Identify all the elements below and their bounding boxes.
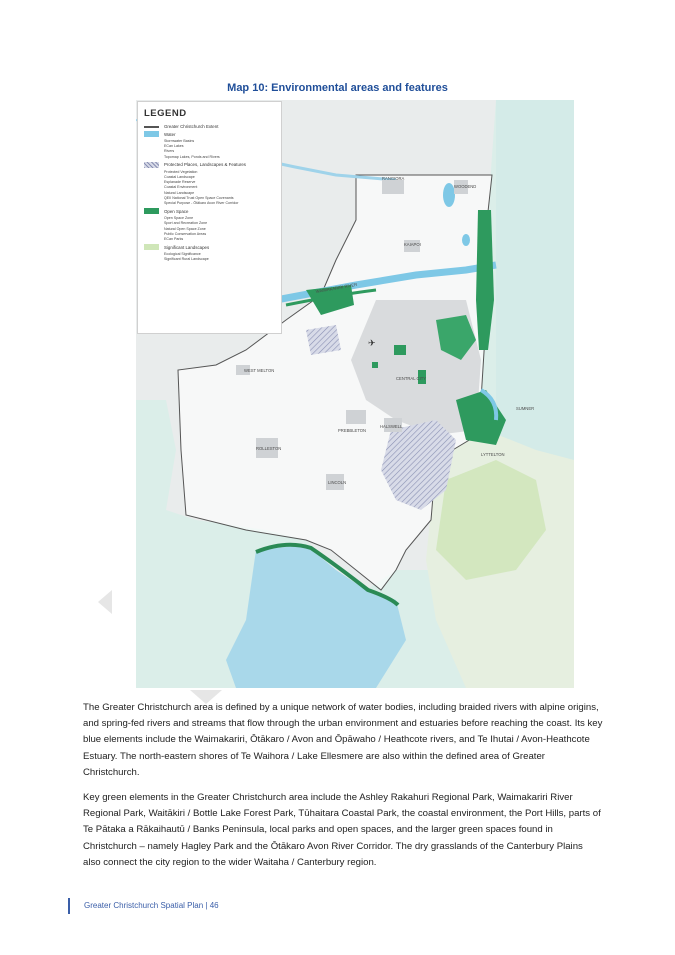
place-lincoln: LINCOLN: [328, 480, 347, 485]
legend-item: Stormwater Basins: [164, 139, 195, 143]
legend-group-label: Protected Places, Landscapes & Features: [164, 162, 247, 168]
place-halswell: HALSWELL: [380, 424, 403, 429]
legend-item: Esplanade Reserve: [164, 180, 196, 185]
legend-item: Protected Vegetation: [164, 169, 198, 174]
legend-group-label: Water: [164, 131, 176, 137]
extent-line-swatch: [144, 126, 159, 128]
legend-group: [144, 244, 275, 250]
legend-extent: [144, 124, 275, 129]
legend-item: ECan Parks: [164, 237, 184, 242]
map-title: Map 10: Environmental areas and features: [227, 82, 448, 94]
paragraph-green-elements: Key green elements in the Greater Christchurch area include the Ashley Rakahuri Regional Park, Waimakariri River Regional Park, Waitākiri / Bottle Lake Forest Park, Tūhaitara Coastal Park, the coastal environment, the Port Hills, parts of Te Pātaka a Rākaihautū / Banks Peninsula, local parks and open spaces, and the larger green spaces found in Christchurch – namely Hagley Park and the Ōtākaro Avon River Corridor. The dry grasslands of the Canterbury Plains also connect the city region to the wider Waitaha / Canterbury region.: [83, 792, 601, 868]
place-prebbleton: PREBBLETON: [338, 428, 367, 433]
legend-group-label: Significant Landscapes: [164, 244, 210, 250]
place-rolleston: ROLLESTON: [256, 446, 282, 451]
legend-item: Natural Landscape: [164, 190, 195, 195]
legend-swatch: [144, 208, 159, 214]
page-footer: Greater Christchurch Spatial Plan | 46: [68, 898, 219, 914]
decorative-arrow-down: [190, 690, 222, 704]
legend-item: Sport and Recreation Zone: [164, 221, 208, 226]
place-kaiapoi: KAIAPOI: [404, 242, 421, 247]
legend-item: Coastal Environment: [164, 185, 198, 190]
place-rangiora: RANGIORA: [382, 176, 405, 181]
legend-title: LEGEND: [144, 108, 187, 119]
legend-group-label: Open Space: [164, 208, 189, 214]
legend-item: Topomap Lakes, Ponds and Rivers: [164, 154, 220, 159]
legend-group: [144, 208, 275, 214]
legend-item: Natural Open Space Zone: [164, 226, 206, 231]
legend-group: [144, 131, 275, 137]
legend-item: Rivers: [164, 149, 175, 154]
place-west-melton: WEST MELTON: [244, 368, 275, 373]
place-sumner: SUMNER: [516, 406, 535, 411]
legend-item: Special Purpose - Ōtākaro Avon River Corridor: [164, 201, 239, 206]
place-central-city: CENTRAL CITY: [396, 376, 427, 381]
paragraph-blue-elements: The Greater Christchurch area is defined by a unique network of water bodies, including braided rivers with alpine origins, and spring-fed rivers and streams that flow through the urban environment and estuaries before reaching the coast. Its key blue elements include the Waimakariri, Ōtākaro / Avon and Ōpāwaho / Heathcote rivers, and Te Ihutai / Avon-Heathcote Estuary. The north-eastern shores of Te Waihora / Lake Ellesmere are also within the defined area of Greater Christchurch.: [83, 702, 603, 778]
place-waimakariri-river: WAIMAKARIRI RIVER: [315, 281, 358, 294]
legend-item: Public Conservation Areas: [164, 231, 207, 236]
legend-swatch: [144, 162, 159, 168]
legend-swatch: [144, 244, 159, 250]
map-legend: [137, 101, 282, 334]
airport-icon: ✈: [368, 338, 376, 348]
legend-item: Ecological Significance: [164, 252, 201, 257]
legend-item: Significant Rural Landscape: [164, 257, 209, 262]
legend-group: [144, 162, 275, 168]
place-woodend: WOODEND: [454, 184, 477, 189]
legend-groups: [144, 131, 275, 263]
legend-item: Open Space Zone: [164, 216, 194, 221]
place-lyttelton: LYTTELTON: [481, 452, 505, 457]
legend-item: Coastal Landscape: [164, 175, 195, 180]
legend-extent-label: Greater Christchurch Extent: [164, 124, 219, 129]
decorative-arrow-left: [98, 590, 112, 614]
legend-swatch: [144, 131, 159, 137]
legend-item: QEII National Trust Open Space Covenants: [164, 195, 234, 200]
legend-item: ECan Lakes: [164, 144, 184, 149]
